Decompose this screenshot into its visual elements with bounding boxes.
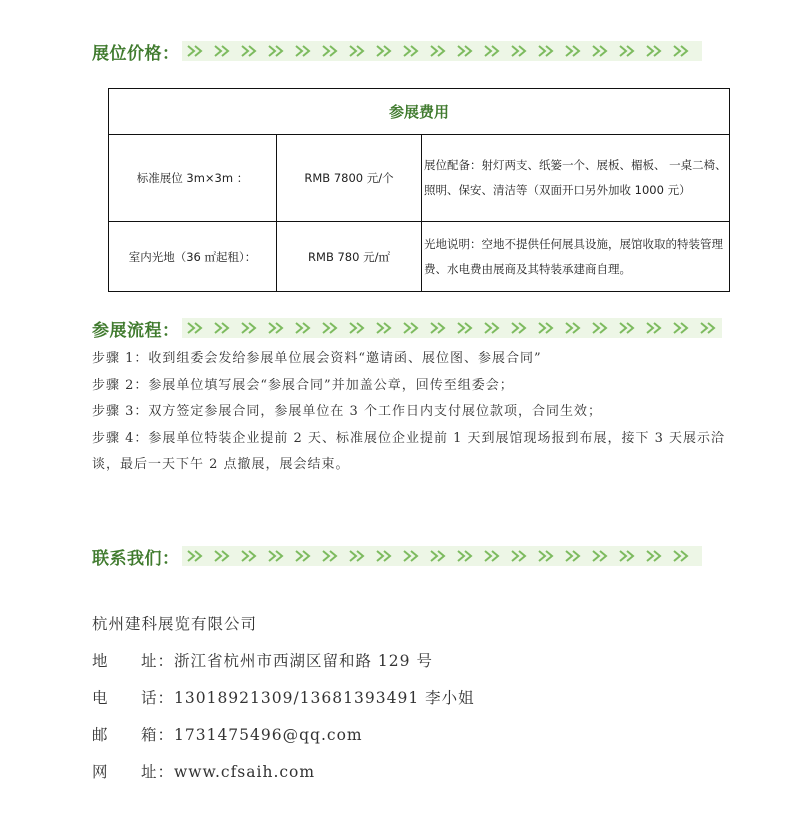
- chevron-right-icon: [546, 323, 552, 333]
- phone-label-suffix: 话：: [140, 689, 174, 707]
- chevron-right-icon: [404, 551, 410, 561]
- address-row: [92, 643, 475, 680]
- chevron-right-icon: [539, 46, 545, 56]
- chevron-right-icon: [249, 323, 255, 333]
- chevron-right-icon: [458, 323, 464, 333]
- chevron-right-icon: [620, 551, 626, 561]
- phone-row: [92, 680, 475, 717]
- chevron-right-icon: [330, 323, 336, 333]
- chevron-right-icon: [222, 551, 228, 561]
- contact-section-header: [92, 544, 702, 568]
- fee-desc-cell: 展位配备：射灯两支、纸篓一个、展板、楣板、 一桌二椅、照明、保安、清洁等（双面开口另外加收 1000 元）: [422, 135, 730, 222]
- chevron-right-icon: [647, 323, 653, 333]
- chevron-right-icon: [458, 46, 464, 56]
- price-section-title: 展位价格：: [92, 43, 180, 64]
- phone-label-char: 电: [92, 689, 109, 707]
- chevron-right-icon: [377, 46, 383, 56]
- arrow-pattern-icon: [182, 318, 722, 338]
- chevron-right-icon: [350, 46, 356, 56]
- table-row: [109, 222, 730, 292]
- chevron-right-icon: [593, 46, 599, 56]
- chevron-right-icon: [188, 46, 194, 56]
- chevron-right-icon: [492, 323, 498, 333]
- chevron-right-icon: [485, 46, 491, 56]
- chevron-right-icon: [627, 46, 633, 56]
- chevron-right-icon: [296, 323, 302, 333]
- chevron-right-icon: [620, 46, 626, 56]
- fee-table: [108, 88, 730, 292]
- chevron-right-icon: [330, 46, 336, 56]
- chevron-right-icon: [681, 46, 687, 56]
- chevron-right-icon: [411, 323, 417, 333]
- chevron-right-icon: [357, 551, 363, 561]
- chevron-right-icon: [512, 551, 518, 561]
- fee-price-cell: RMB 780 元/㎡: [277, 222, 422, 292]
- chevron-right-icon: [404, 46, 410, 56]
- chevron-right-icon: [485, 323, 491, 333]
- chevron-right-icon: [654, 323, 660, 333]
- chevron-right-icon: [303, 323, 309, 333]
- chevron-right-icon: [431, 551, 437, 561]
- chevron-right-icon: [222, 323, 228, 333]
- chevron-right-icon: [411, 46, 417, 56]
- chevron-right-icon: [573, 323, 579, 333]
- chevron-right-icon: [519, 46, 525, 56]
- email-label-char: 邮: [92, 726, 109, 744]
- company-name: 杭州建科展览有限公司: [92, 615, 258, 633]
- chevron-right-icon: [242, 323, 248, 333]
- chevron-right-icon: [566, 551, 572, 561]
- chevron-right-icon: [674, 323, 680, 333]
- chevron-right-icon: [276, 46, 282, 56]
- chevron-right-icon: [330, 551, 336, 561]
- chevron-right-icon: [512, 46, 518, 56]
- chevron-right-icon: [296, 46, 302, 56]
- price-section-header: [92, 39, 702, 63]
- fee-price-cell: RMB 7800 元/个: [277, 135, 422, 222]
- address-value: 浙江省杭州市西湖区留和路 129 号: [174, 652, 433, 670]
- chevron-right-icon: [215, 323, 221, 333]
- chevron-right-icon: [195, 551, 201, 561]
- chevron-right-icon: [674, 551, 680, 561]
- chevron-right-icon: [303, 551, 309, 561]
- chevron-right-icon: [357, 46, 363, 56]
- chevron-right-icon: [492, 551, 498, 561]
- chevron-right-icon: [539, 323, 545, 333]
- process-step: 步骤 2：参展单位填写展会“参展合同”并加盖公章，回传至组委会；: [92, 377, 514, 393]
- chevron-right-icon: [438, 551, 444, 561]
- chevron-right-icon: [573, 46, 579, 56]
- chevron-right-icon: [654, 46, 660, 56]
- contact-section-title: 联系我们：: [92, 548, 180, 569]
- process-step: 步骤 1：收到组委会发给参展单位展会资料“邀请函、展位图、参展合同”: [92, 351, 542, 366]
- chevron-right-icon: [681, 323, 687, 333]
- chevron-right-icon: [249, 551, 255, 561]
- process-steps: [92, 346, 732, 479]
- chevron-right-icon: [188, 551, 194, 561]
- arrow-band-decoration: [182, 546, 702, 566]
- chevron-right-icon: [546, 551, 552, 561]
- chevron-right-icon: [438, 323, 444, 333]
- arrow-pattern-icon: [182, 41, 702, 61]
- chevron-right-icon: [708, 323, 714, 333]
- chevron-right-icon: [242, 46, 248, 56]
- chevron-right-icon: [600, 323, 606, 333]
- chevron-right-icon: [593, 551, 599, 561]
- chevron-right-icon: [384, 323, 390, 333]
- process-step: 步骤 4：参展单位特装企业提前 2 天、标准展位企业提前 1 天到展馆现场报到布展，接下 3 天展示洽谈，最后一天下午 2 点撤展，展会结束。: [92, 430, 726, 472]
- chevron-right-icon: [323, 323, 329, 333]
- chevron-right-icon: [566, 323, 572, 333]
- chevron-right-icon: [546, 46, 552, 56]
- chevron-right-icon: [377, 323, 383, 333]
- chevron-right-icon: [465, 551, 471, 561]
- chevron-right-icon: [512, 323, 518, 333]
- chevron-right-icon: [249, 46, 255, 56]
- chevron-right-icon: [357, 323, 363, 333]
- chevron-right-icon: [519, 323, 525, 333]
- website-label-suffix: 址：: [140, 763, 174, 781]
- chevron-right-icon: [627, 551, 633, 561]
- chevron-right-icon: [485, 551, 491, 561]
- chevron-right-icon: [465, 46, 471, 56]
- chevron-right-icon: [215, 551, 221, 561]
- chevron-right-icon: [195, 46, 201, 56]
- chevron-right-icon: [465, 323, 471, 333]
- chevron-right-icon: [188, 323, 194, 333]
- fee-item-cell: 室内光地（36 ㎡起租）：: [109, 222, 277, 292]
- chevron-right-icon: [384, 46, 390, 56]
- website-label-char: 网: [92, 763, 109, 781]
- chevron-right-icon: [350, 323, 356, 333]
- chevron-right-icon: [600, 551, 606, 561]
- chevron-right-icon: [431, 323, 437, 333]
- table-row: [109, 135, 730, 222]
- chevron-right-icon: [195, 323, 201, 333]
- chevron-right-icon: [269, 46, 275, 56]
- chevron-right-icon: [215, 46, 221, 56]
- chevron-right-icon: [276, 323, 282, 333]
- contact-block: [92, 606, 475, 791]
- chevron-right-icon: [539, 551, 545, 561]
- chevron-right-icon: [681, 551, 687, 561]
- process-section-header: [92, 316, 722, 340]
- process-step: 步骤 3：双方签定参展合同，参展单位在 3 个工作日内支付展位款项，合同生效；: [92, 404, 602, 419]
- chevron-right-icon: [242, 551, 248, 561]
- chevron-right-icon: [674, 46, 680, 56]
- chevron-right-icon: [303, 46, 309, 56]
- chevron-right-icon: [384, 551, 390, 561]
- address-label-suffix: 址：: [140, 652, 174, 670]
- chevron-right-icon: [647, 551, 653, 561]
- chevron-right-icon: [566, 46, 572, 56]
- email-row: [92, 717, 475, 754]
- fee-table-header: 参展费用: [109, 89, 730, 135]
- arrow-band-decoration: [182, 41, 702, 61]
- website-row: [92, 754, 475, 791]
- chevron-right-icon: [323, 551, 329, 561]
- chevron-right-icon: [519, 551, 525, 561]
- chevron-right-icon: [377, 551, 383, 561]
- chevron-right-icon: [627, 323, 633, 333]
- fee-item-cell: 标准展位 3m×3m ：: [109, 135, 277, 222]
- chevron-right-icon: [492, 46, 498, 56]
- email-value[interactable]: 1731475496@qq.com: [174, 726, 363, 744]
- arrow-pattern-icon: [182, 546, 702, 566]
- chevron-right-icon: [269, 323, 275, 333]
- chevron-right-icon: [438, 46, 444, 56]
- chevron-right-icon: [573, 551, 579, 561]
- chevron-right-icon: [222, 46, 228, 56]
- chevron-right-icon: [647, 46, 653, 56]
- chevron-right-icon: [458, 551, 464, 561]
- chevron-right-icon: [593, 323, 599, 333]
- chevron-right-icon: [276, 551, 282, 561]
- email-label-suffix: 箱：: [140, 726, 174, 744]
- chevron-right-icon: [600, 46, 606, 56]
- address-label-char: 地: [92, 652, 109, 670]
- chevron-right-icon: [654, 551, 660, 561]
- phone-value: 13018921309/13681393491 李小姐: [174, 689, 475, 707]
- chevron-right-icon: [411, 551, 417, 561]
- fee-desc-cell: 光地说明：空地不提供任何展具设施，展馆收取的特装管理费、水电费由展商及其特装承建商自理。: [422, 222, 730, 292]
- chevron-right-icon: [296, 551, 302, 561]
- chevron-right-icon: [323, 46, 329, 56]
- chevron-right-icon: [350, 551, 356, 561]
- arrow-band-decoration: [182, 318, 722, 338]
- chevron-right-icon: [431, 46, 437, 56]
- process-section-title: 参展流程：: [92, 320, 180, 341]
- chevron-right-icon: [404, 323, 410, 333]
- website-value[interactable]: www.cfsaih.com: [174, 763, 316, 781]
- chevron-right-icon: [620, 323, 626, 333]
- chevron-right-icon: [701, 323, 707, 333]
- chevron-right-icon: [269, 551, 275, 561]
